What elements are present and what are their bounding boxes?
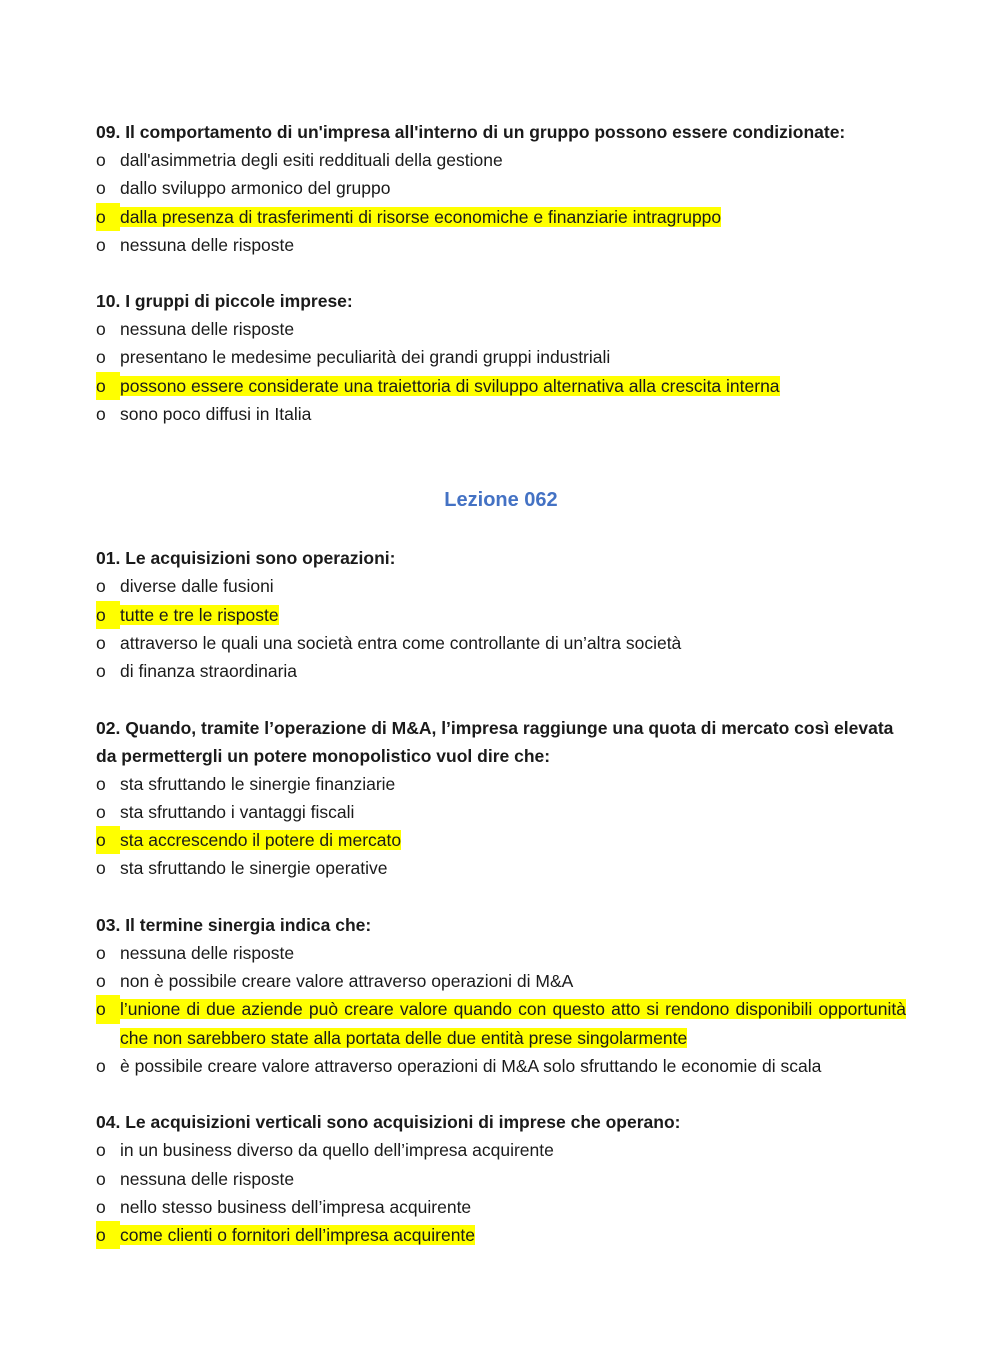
question-text: 09. Il comportamento di un'impresa all'interno di un gruppo possono essere condizionate: [96,122,846,142]
option-text: attraverso le quali una società entra come controllante di un’altra società [120,632,682,653]
answer-option [96,770,906,798]
bullet-circle-icon: o [96,372,120,400]
answer-option [96,315,906,343]
option-text: non è possibile creare valore attraverso operazioni di M&A [120,971,574,992]
option-text: tutte e tre le risposte [120,604,279,625]
answer-option-correct [96,1221,906,1249]
answer-option [96,629,906,657]
option-text: dalla presenza di trasferimenti di risorse economiche e finanziarie intragruppo [120,206,722,227]
option-text: di finanza straordinaria [120,661,298,682]
answer-option-correct [96,995,906,1052]
question-block [96,911,906,1080]
option-text: sta accrescendo il potere di mercato [120,830,402,851]
question-text: 03. Il termine sinergia indica che: [96,914,372,935]
answer-option [96,146,906,174]
answer-option-correct [96,601,906,629]
answer-option [96,657,906,685]
answer-option [96,939,906,967]
question-text: 04. Le acquisizioni verticali sono acquisizioni di imprese che operano: [96,1112,681,1133]
option-text: sta sfruttando i vantaggi fiscali [120,801,355,822]
bullet-circle-icon: o [96,995,120,1023]
bullet-circle-icon: o [96,801,106,822]
answer-option [96,400,906,428]
question-text: 01. Le acquisizioni sono operazioni: [96,548,396,569]
answer-option [96,1193,906,1221]
option-text: come clienti o fornitori dell’impresa acquirente [120,1225,476,1246]
option-text: diverse dalle fusioni [120,576,274,597]
document-page [96,118,906,1277]
bullet-circle-icon: o [96,1168,106,1189]
bullet-circle-icon: o [96,203,120,231]
option-text: sta sfruttando le sinergie operative [120,858,388,879]
bullet-circle-icon: o [96,858,106,879]
option-text: nessuna delle risposte [120,319,295,340]
bullet-circle-icon: o [96,942,106,963]
bullet-circle-icon: o [96,971,106,992]
bullet-circle-icon: o [96,347,106,368]
option-text: l’unione di due aziende può creare valore quando con questo atto si rendono disponibili opportunità che non sarebbero state alla portata delle due entità prese singolarmente [120,999,906,1048]
option-text: nessuna delle risposte [120,234,295,255]
bullet-circle-icon: o [96,1055,106,1076]
option-text: sono poco diffusi in Italia [120,404,312,425]
answer-option-correct [96,203,906,231]
bullet-circle-icon: o [96,404,106,425]
question-block [96,287,906,428]
answer-option [96,967,906,995]
answer-option [96,1165,906,1193]
option-text: possono essere considerate una traiettoria di sviluppo alternativa alla crescita interna [120,375,780,396]
answer-option [96,174,906,202]
bullet-circle-icon: o [96,234,106,255]
option-text: nessuna delle risposte [120,942,295,963]
answer-option [96,854,906,882]
question-block [96,118,906,259]
bullet-circle-icon: o [96,1196,106,1217]
section-b [96,544,906,1249]
option-text: dallo sviluppo armonico del gruppo [120,178,391,199]
question-text: 02. Quando, tramite l’operazione di M&A, l’impresa raggiunge una quota di mercato così elevata da permettergli un potere monopolistico vuol dire che: [96,717,894,766]
section-a [96,118,906,428]
question-block [96,544,906,685]
option-text: sta sfruttando le sinergie finanziarie [120,773,396,794]
bullet-circle-icon: o [96,150,106,170]
bullet-circle-icon: o [96,632,106,653]
answer-option-correct [96,826,906,854]
answer-option [96,572,906,600]
question-block [96,714,906,883]
answer-option-correct [96,372,906,400]
answer-option [96,1136,906,1164]
bullet-circle-icon: o [96,178,106,199]
bullet-circle-icon: o [96,601,120,629]
answer-option [96,798,906,826]
bullet-circle-icon: o [96,1140,106,1161]
option-text: è possibile creare valore attraverso operazioni di M&A solo sfruttando le economie di scala [120,1055,822,1076]
bullet-circle-icon: o [96,576,106,597]
bullet-circle-icon: o [96,826,120,854]
lesson-heading: Lezione 062 [444,489,558,512]
bullet-circle-icon: o [96,661,106,682]
question-block [96,1108,906,1249]
option-text: in un business diverso da quello dell’impresa acquirente [120,1140,554,1161]
answer-option [96,343,906,371]
answer-option [96,231,906,259]
question-text: 10. I gruppi di piccole imprese: [96,291,353,312]
answer-option [96,1052,906,1080]
option-text: nello stesso business dell’impresa acquirente [120,1196,472,1217]
bullet-circle-icon: o [96,1221,120,1249]
option-text: presentano le medesime peculiarità dei grandi gruppi industriali [120,347,611,368]
bullet-circle-icon: o [96,773,106,794]
bullet-circle-icon: o [96,319,106,340]
option-text: nessuna delle risposte [120,1168,295,1189]
option-text: dall'asimmetria degli esiti reddituali della gestione [120,150,503,170]
